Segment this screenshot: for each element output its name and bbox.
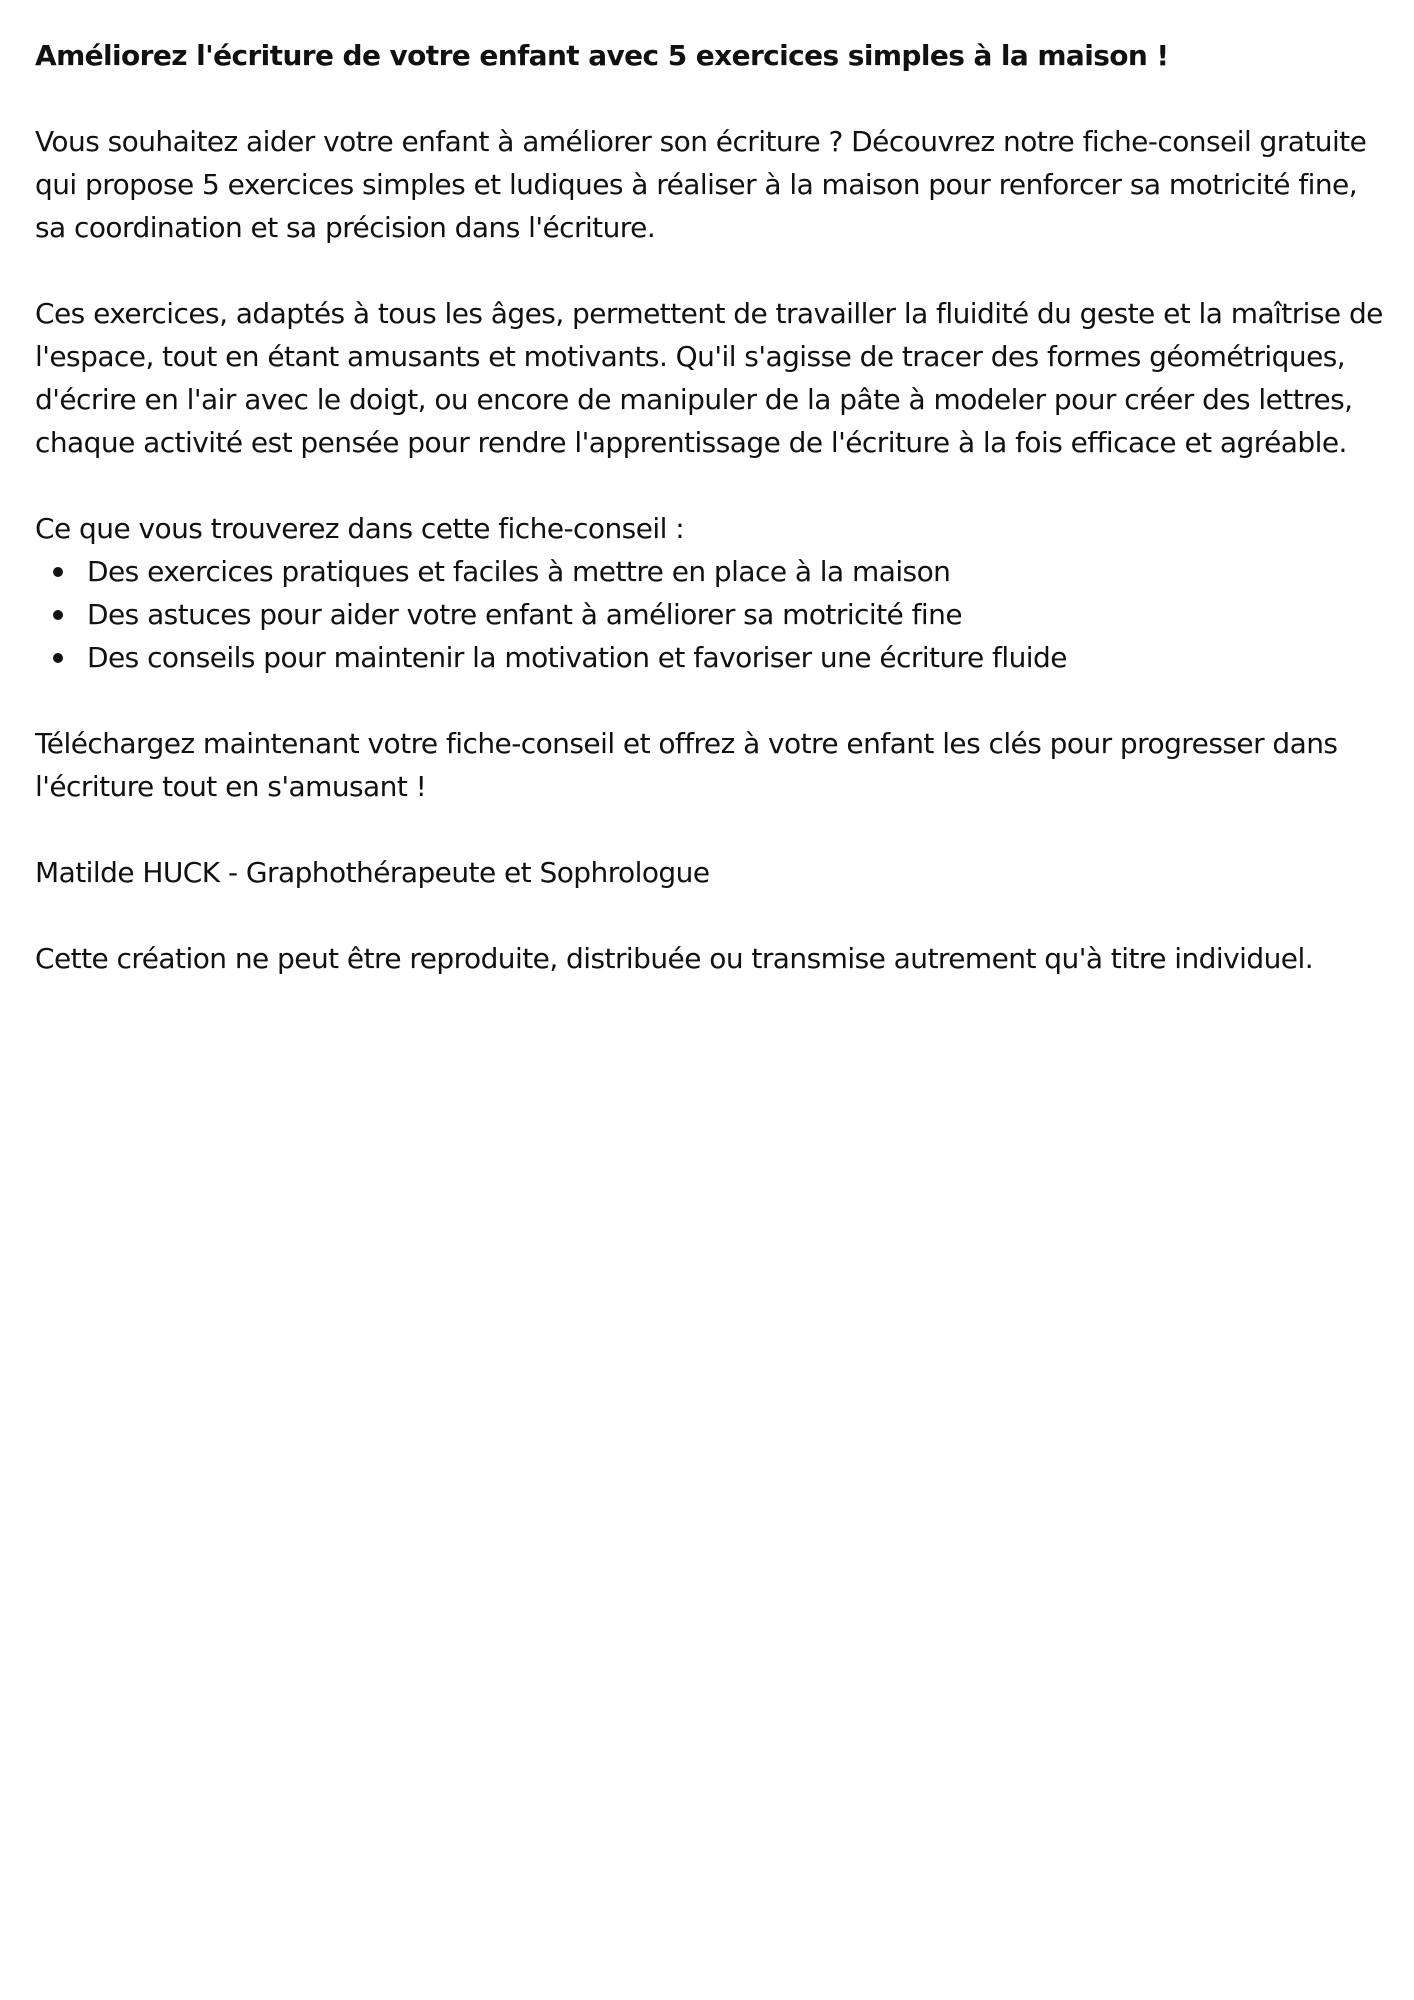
list-item — [35, 636, 1385, 679]
list-intro: Ce que vous trouverez dans cette fiche-conseil : — [35, 512, 685, 545]
list-item-text: Des astuces pour aider votre enfant à améliorer sa motricité fine — [87, 598, 962, 631]
author-signature: Matilde HUCK - Graphothérapeute et Sophrologue — [35, 856, 710, 889]
benefits-list — [35, 550, 1385, 679]
document-page — [35, 34, 1385, 1023]
copyright-notice: Cette création ne peut être reproduite, distribuée ou transmise autrement qu'à titre individuel. — [35, 942, 1314, 975]
intro-paragraph: Vous souhaitez aider votre enfant à améliorer son écriture ? Découvrez notre fiche-conseil gratuite qui propose 5 exercices simples et ludiques à réaliser à la maison pour renforcer sa motricité fine, sa coordination et sa précision dans l'écriture. — [35, 125, 1367, 244]
bullet-icon — [53, 653, 63, 663]
list-item — [35, 593, 1385, 636]
bullet-icon — [53, 610, 63, 620]
bullet-icon — [53, 567, 63, 577]
list-item-text: Des exercices pratiques et faciles à mettre en place à la maison — [87, 555, 951, 588]
call-to-action: Téléchargez maintenant votre fiche-conseil et offrez à votre enfant les clés pour progresser dans l'écriture tout en s'amusant ! — [35, 727, 1338, 803]
list-item — [35, 550, 1385, 593]
list-item-text: Des conseils pour maintenir la motivation et favoriser une écriture fluide — [87, 641, 1067, 674]
description-paragraph: Ces exercices, adaptés à tous les âges, permettent de travailler la fluidité du geste et la maîtrise de l'espace, tout en étant amusants et motivants. Qu'il s'agisse de tracer des formes géométriques, d'écrire en l'air avec le doigt, ou encore de manipuler de la pâte à modeler pour créer des lettres, chaque activité est pensée pour rendre l'apprentissage de l'écriture à la fois efficace et agréable. — [35, 297, 1383, 459]
document-title: Améliorez l'écriture de votre enfant avec 5 exercices simples à la maison ! — [35, 39, 1169, 72]
